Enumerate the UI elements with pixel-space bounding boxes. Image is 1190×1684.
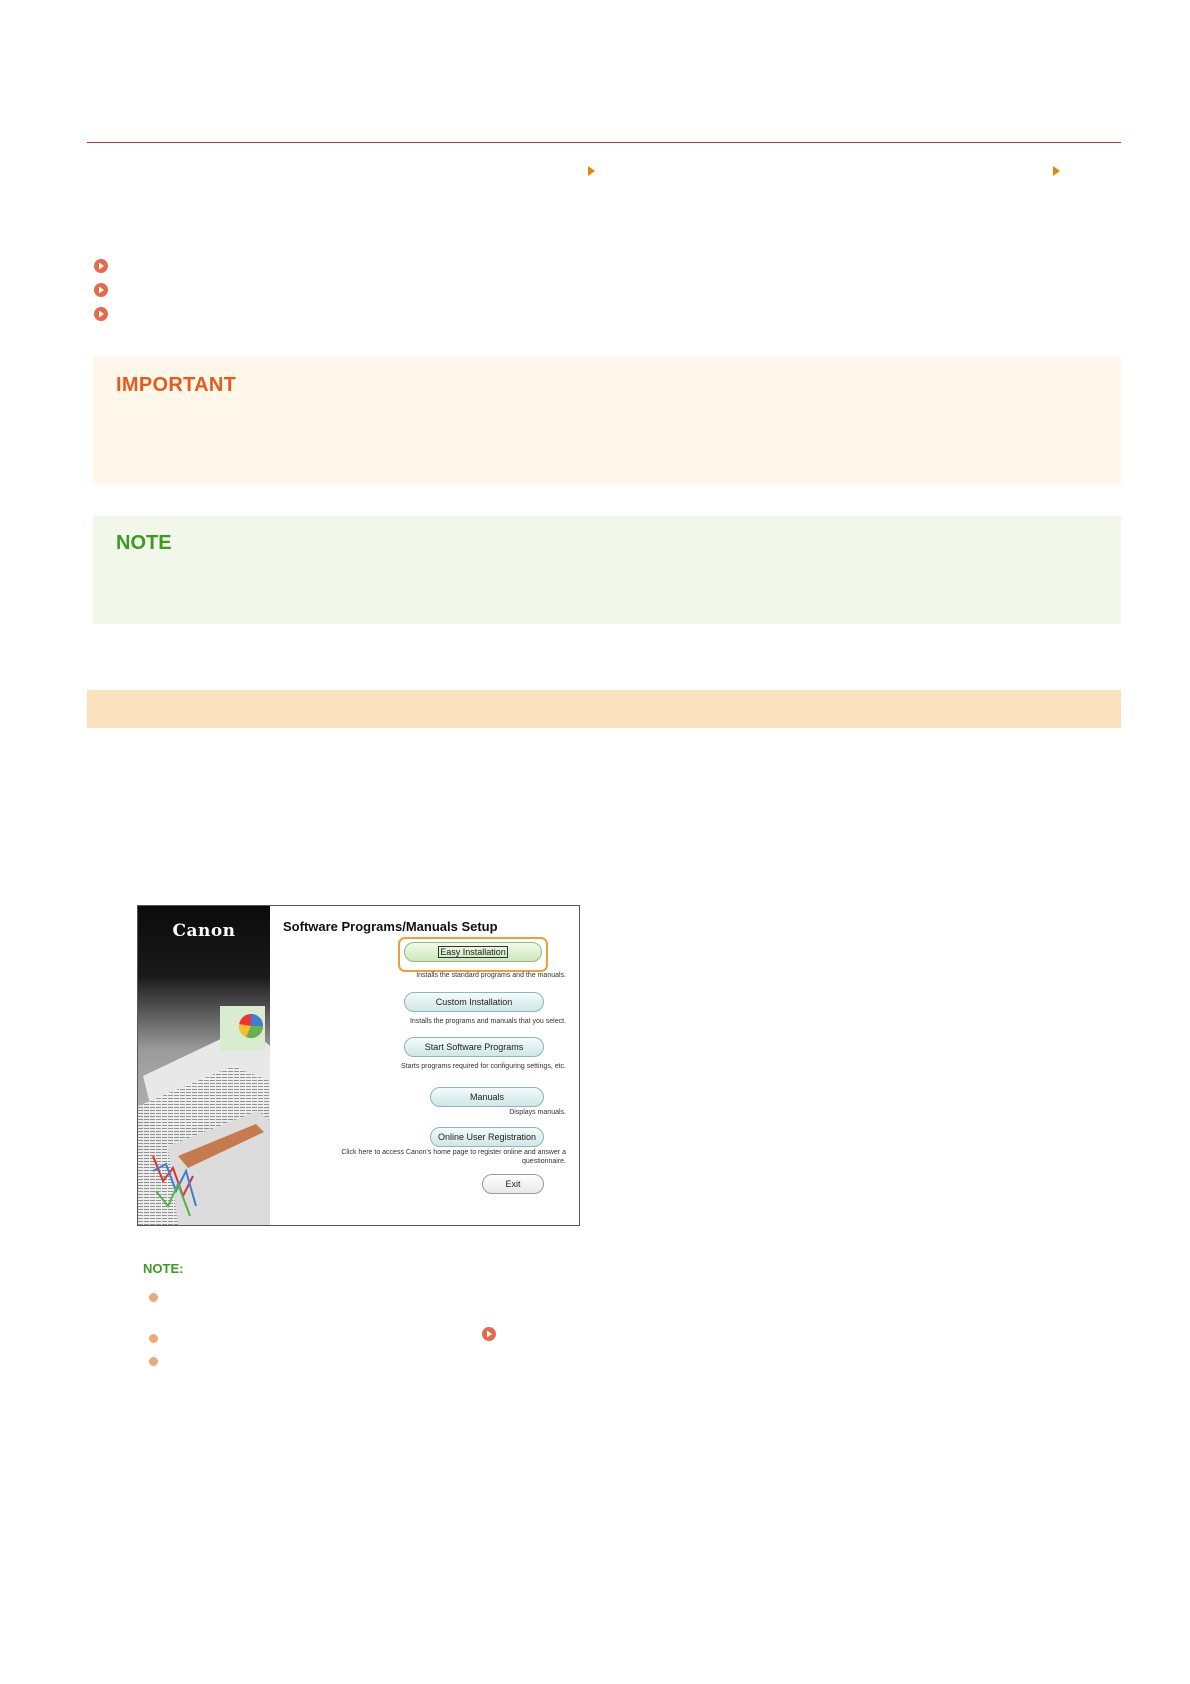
breadcrumb-arrow-icon xyxy=(1053,166,1060,176)
bullet-dot-icon xyxy=(149,1334,158,1343)
installer-side-panel xyxy=(138,906,270,1225)
start-software-description: Starts programs required for configuring settings, etc. xyxy=(401,1063,566,1070)
note-title: NOTE xyxy=(116,532,172,554)
important-box xyxy=(93,357,1121,485)
link-circle-arrow-icon[interactable] xyxy=(93,282,109,298)
exit-button[interactable]: Exit xyxy=(482,1174,544,1194)
section-heading-bar xyxy=(87,690,1121,728)
custom-installation-description: Installs the programs and manuals that you select. xyxy=(409,1018,566,1025)
bullet-dot-icon xyxy=(149,1357,158,1366)
online-registration-description: Click here to access Canon's home page to register online and answer a xyxy=(341,1149,566,1156)
note-sub-title: NOTE: xyxy=(143,1261,184,1276)
inline-link-circle-arrow-icon[interactable] xyxy=(481,1326,497,1342)
documents-illustration-icon xyxy=(138,906,270,1225)
header-divider xyxy=(87,142,1121,143)
easy-installation-label: Easy Installation xyxy=(440,947,506,957)
installer-main-panel xyxy=(270,906,579,1225)
manuals-description: Displays manuals. xyxy=(509,1109,566,1116)
canon-logo: Canon xyxy=(172,921,236,941)
online-user-registration-button[interactable]: Online User Registration xyxy=(430,1127,544,1147)
custom-installation-button[interactable]: Custom Installation xyxy=(404,992,544,1012)
manuals-button[interactable]: Manuals xyxy=(430,1087,544,1107)
installer-title: Software Programs/Manuals Setup xyxy=(283,919,498,934)
important-title: IMPORTANT xyxy=(116,374,237,396)
note-box xyxy=(93,516,1121,624)
online-registration-description-cont: questionnaire. xyxy=(522,1158,566,1165)
easy-installation-description: Installs the standard programs and the manuals. xyxy=(416,972,566,979)
link-circle-arrow-icon[interactable] xyxy=(93,258,109,274)
start-software-programs-button[interactable]: Start Software Programs xyxy=(404,1037,544,1057)
installer-screenshot xyxy=(137,905,580,1226)
easy-installation-button[interactable] xyxy=(404,942,542,962)
bullet-dot-icon xyxy=(149,1293,158,1302)
link-circle-arrow-icon[interactable] xyxy=(93,306,109,322)
breadcrumb-arrow-icon xyxy=(588,166,595,176)
